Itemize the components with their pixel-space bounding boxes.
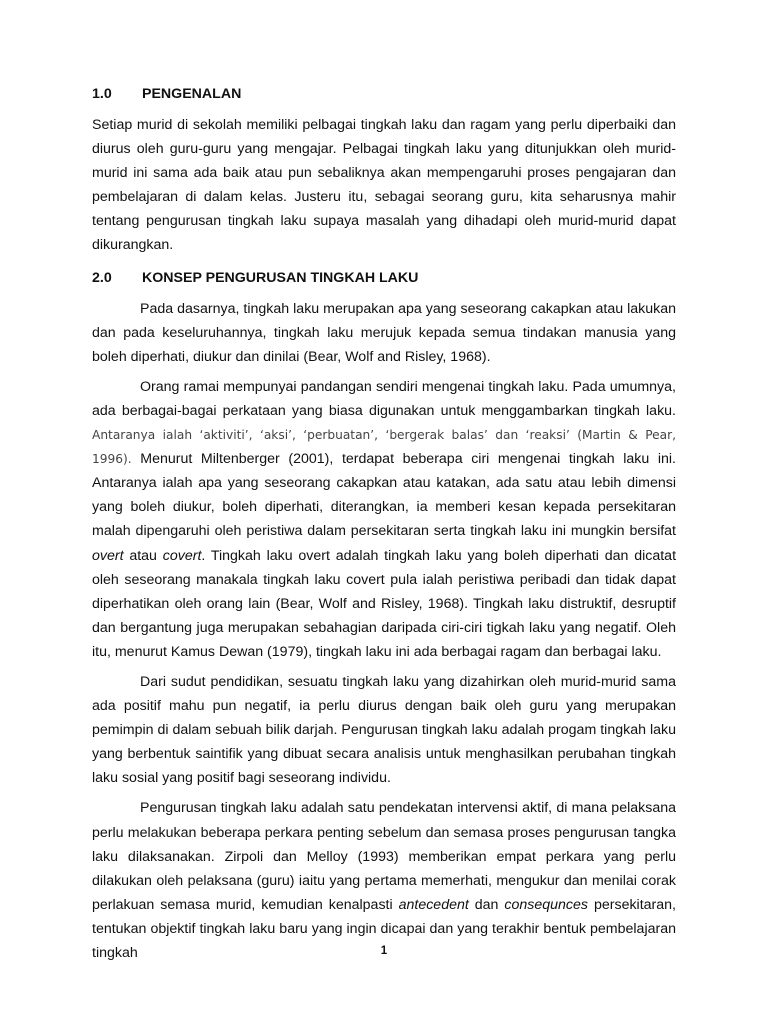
section-heading-pengenalan — [92, 80, 676, 109]
page-number: 1 — [380, 945, 388, 957]
section-title: PENGENALAN — [142, 86, 242, 102]
section-number: 2.0 — [92, 269, 112, 286]
italic-term-overt: overt — [92, 547, 124, 564]
italic-term-covert: covert — [162, 547, 202, 564]
section-heading-konsep — [92, 264, 676, 293]
italic-term-consequnces: consequnces — [504, 896, 589, 913]
document-body — [92, 80, 676, 971]
text-run: Menurut Miltenberger (2001), terdapat beberapa ciri mengenai tingkah laku ini. Antaranya ialah apa yang seseorang cakapkan atau katakan, ada satu atau lebih dimensi yang boleh diukur, boleh diperhati, diterangkan, ia memberi kesan kepada persekitaran malah dipengaruhi oleh peristiwa dalam persekitaran serta tingkah laku ini mungkin bersifat — [92, 451, 676, 540]
text-run: persekitaran, tentukan objektif tingkah laku baru yang ingin dicapai dan yang terakhir bentuk pembelajaran tingkah — [92, 896, 676, 961]
paragraph-pengenalan: Setiap murid di sekolah memiliki pelbagai tingkah laku dan ragam yang perlu diperbaiki dan diurus oleh guru-guru yang mengajar. Pelbagai tingkah laku yang ditunjukkan oleh murid-murid ini sama ada baik atau pun sebaliknya akan mempengaruhi proses pengajaran dan pembelajaran di dalam kelas. Justeru itu, sebagai seorang guru, kita seharusnya mahir tentang pengurusan tingkah laku supaya masalah yang dihadapi oleh murid-murid dapat dikurangkan. — [92, 117, 676, 254]
text-run: atau — [123, 547, 163, 564]
text-run: . Tingkah laku overt adalah tingkah laku yang boleh diperhati dan dicatat oleh seseorang manakala tingkah laku covert pula ialah peristiwa peribadi dan tidak dapat diperhatikan oleh orang lain (Bear, Wolf and Risley, 1968). Tingkah laku distruktif, desruptif dan bergantung juga merupakan sebahagian daripada ciri-ciri tigkah laku yang negatif. Oleh itu, menurut Kamus Dewan (1979), tingkah laku ini ada berbagai ragam dan berbagai laku. — [92, 547, 677, 660]
section-title: KONSEP PENGURUSAN TINGKAH LAKU — [142, 269, 419, 286]
paragraph-konsep-4 — [92, 796, 676, 965]
quoted-definitions: Antaranya ialah ‘aktiviti’, ‘aksi’, ‘perbuatan’, ‘bergerak balas’ dan ‘reaksi’ (Martin & Pear, 1996). — [92, 428, 676, 467]
paragraph-konsep-3: Dari sudut pendidikan, sesuatu tingkah laku yang dizahirkan oleh murid-murid sama ada positif mahu pun negatif, ia perlu diurus dengan baik oleh guru yang merupakan pemimpin di dalam sebuah bilik darjah. Pengurusan tingkah laku adalah progam tingkah laku yang berbentuk saintifik yang dibuat secara analisis untuk menghasilkan perubahan tingkah laku sosial yang positif bagi seseorang individu. — [92, 673, 676, 787]
italic-term-antecedent: antecedent — [398, 896, 469, 913]
text-run: Orang ramai mempunyai pandangan sendiri mengenai tingkah laku. Pada umumnya, ada berbagai-bagai perkataan yang biasa digunakan untuk menggambarkan tingkah laku. — [92, 378, 676, 419]
text-run: dan — [468, 896, 505, 913]
paragraph-konsep-1: Pada dasarnya, tingkah laku merupakan apa yang seseorang cakapkan atau lakukan dan pada keseluruhannya, tingkah laku merujuk kepada semua tindakan manusia yang boleh diperhati, diukur dan dinilai (Bear, Wolf and Risley, 1968). — [92, 300, 676, 365]
paragraph-konsep-2 — [92, 375, 676, 664]
text-run: Pengurusan tingkah laku adalah satu pendekatan intervensi aktif, di mana pelaksana perlu melakukan beberapa perkara penting sebelum dan semasa proses pengurusan tangka laku dilaksanakan. Zirpoli dan Melloy (1993) memberikan empat perkara yang perlu dilakukan oleh pelaksana (guru) iaitu yang pertama memerhati, mengukur dan menilai corak perlakuan semasa murid, kemudian kenalpasti — [92, 800, 676, 913]
section-number: 1.0 — [92, 86, 112, 102]
